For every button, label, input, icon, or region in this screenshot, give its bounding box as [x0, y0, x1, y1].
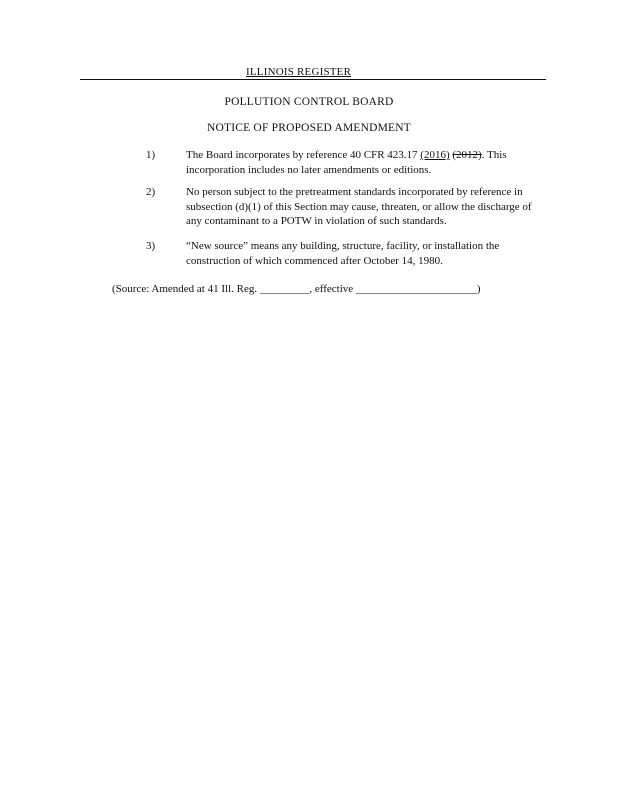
source-mid: , effective [309, 283, 356, 295]
item-number: 2) [146, 186, 156, 198]
board-title: POLLUTION CONTROL BOARD [224, 96, 394, 108]
item-text [186, 148, 546, 177]
register-title: ILLINOIS REGISTER [246, 66, 352, 78]
source-prefix: (Source: Amended at 41 Ill. Reg. [112, 283, 260, 295]
item-number: 3) [146, 240, 156, 252]
notice-title: NOTICE OF PROPOSED AMENDMENT [207, 122, 411, 134]
source-note [112, 283, 481, 295]
item-text-after: . This incorporation includes no later amendments or editions. [186, 149, 507, 176]
inserted-text: (2016) [420, 149, 450, 161]
source-blank-effective: ______________________ [355, 283, 477, 295]
source-suffix: ) [476, 283, 481, 295]
struck-text: (2012) [452, 149, 482, 161]
item-text-before: The Board incorporates by reference 40 CFR 423.17 [186, 149, 421, 161]
item-text: “New source” means any building, structure, facility, or installation the construction of which commenced after October 14, 1980. [186, 240, 500, 267]
item-text: No person subject to the pretreatment standards incorporated by reference in subsection (d)(1) of this Section may cause, threaten, or allow the discharge of any contaminant to a POTW in violation of such standards. [186, 186, 532, 227]
item-number: 1) [146, 149, 156, 161]
source-blank-reg: _________ [259, 283, 310, 295]
